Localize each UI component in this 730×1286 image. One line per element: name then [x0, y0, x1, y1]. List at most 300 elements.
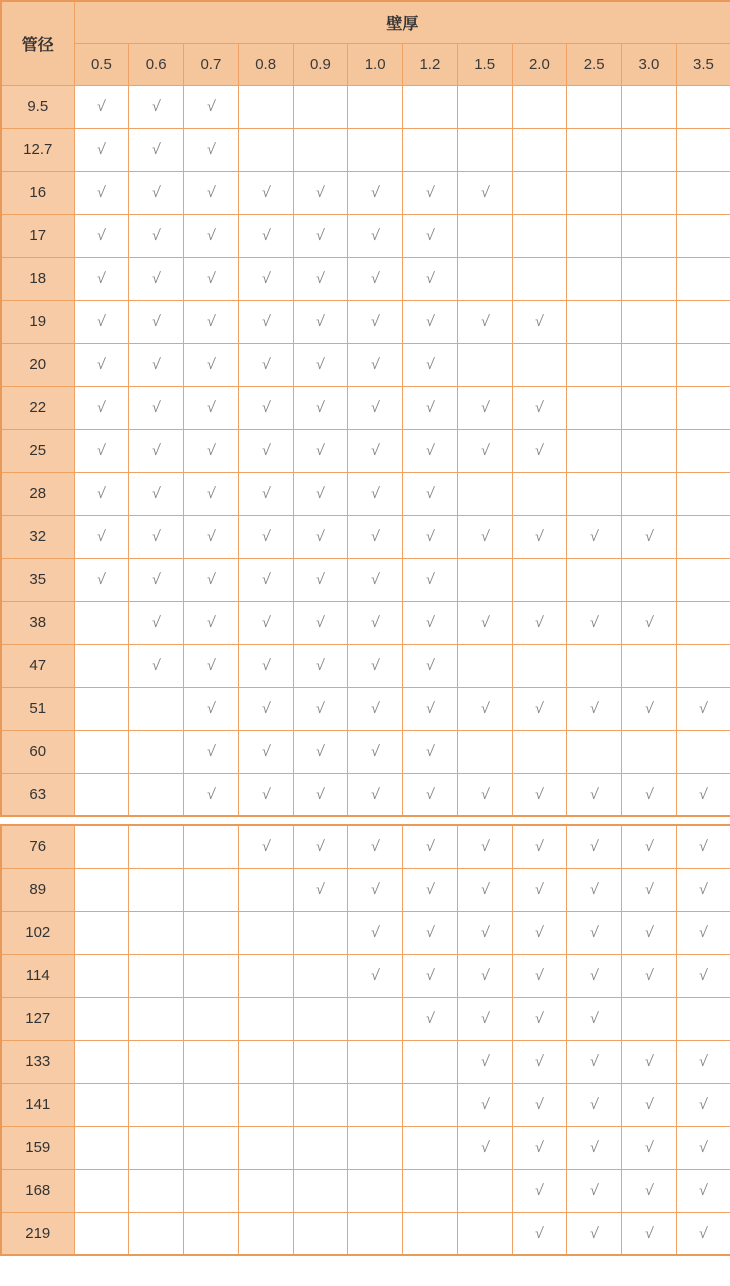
availability-cell: [74, 257, 129, 300]
check-mark: √: [151, 614, 162, 631]
check-mark: √: [479, 785, 490, 803]
check-mark: √: [315, 838, 326, 856]
check-mark: √: [151, 98, 162, 115]
diameter-cell: 22: [1, 386, 74, 429]
availability-cell: [238, 214, 293, 257]
diameter-cell: 141: [1, 1083, 74, 1126]
availability-cell: [403, 1083, 458, 1126]
diameter-cell: 159: [1, 1126, 74, 1169]
availability-cell: [403, 601, 458, 644]
availability-cell: [238, 954, 293, 997]
availability-cell: [676, 429, 730, 472]
availability-cell: [403, 257, 458, 300]
availability-cell: [403, 214, 458, 257]
availability-cell: [74, 558, 129, 601]
check-mark: √: [205, 571, 216, 588]
availability-cell: [457, 954, 512, 997]
availability-cell: [403, 1126, 458, 1169]
table-section-gap: [0, 817, 730, 824]
check-mark: √: [205, 785, 216, 803]
table-row: [1, 825, 730, 868]
availability-cell: [403, 171, 458, 214]
availability-cell: [184, 558, 239, 601]
availability-cell: [184, 171, 239, 214]
check-mark: √: [96, 98, 107, 115]
availability-cell: [293, 472, 348, 515]
availability-cell: [238, 825, 293, 868]
check-mark: √: [370, 528, 381, 545]
check-mark: √: [534, 881, 545, 898]
check-mark: √: [534, 1139, 545, 1156]
availability-cell: [622, 773, 677, 816]
availability-cell: [129, 1126, 184, 1169]
check-mark: √: [479, 881, 490, 898]
check-mark: √: [643, 785, 654, 803]
thickness-column-header: 0.7: [184, 43, 239, 85]
availability-cell: [293, 601, 348, 644]
check-mark: √: [96, 356, 107, 373]
availability-cell: [676, 171, 730, 214]
availability-cell: [622, 954, 677, 997]
availability-cell: [676, 644, 730, 687]
check-mark: √: [96, 270, 107, 287]
availability-cell: [567, 687, 622, 730]
thickness-column-header: 0.6: [129, 43, 184, 85]
check-mark: √: [534, 785, 545, 803]
availability-cell: [238, 1169, 293, 1212]
thickness-column-header: 2.0: [512, 43, 567, 85]
check-mark: √: [315, 528, 326, 545]
availability-cell: [238, 257, 293, 300]
availability-cell: [129, 687, 184, 730]
thickness-values-header-row: [1, 43, 730, 85]
table-row: [1, 1040, 730, 1083]
thickness-column-header: 3.0: [622, 43, 677, 85]
availability-cell: [676, 1169, 730, 1212]
check-mark: √: [424, 614, 435, 631]
availability-cell: [512, 171, 567, 214]
thickness-column-header: 1.5: [457, 43, 512, 85]
check-mark: √: [589, 1182, 600, 1199]
availability-cell: [622, 300, 677, 343]
table-row: [1, 1212, 730, 1255]
check-mark: √: [370, 700, 381, 717]
table-row: [1, 257, 730, 300]
availability-cell: [676, 558, 730, 601]
table-row: [1, 687, 730, 730]
availability-cell: [74, 300, 129, 343]
check-mark: √: [205, 227, 216, 244]
availability-cell: [348, 911, 403, 954]
availability-cell: [457, 429, 512, 472]
availability-cell: [184, 1083, 239, 1126]
availability-cell: [293, 214, 348, 257]
availability-cell: [129, 773, 184, 816]
check-mark: √: [260, 838, 271, 856]
availability-cell: [567, 1126, 622, 1169]
availability-cell: [238, 472, 293, 515]
availability-cell: [184, 257, 239, 300]
diameter-cell: 127: [1, 997, 74, 1040]
availability-cell: [184, 997, 239, 1040]
availability-cell: [567, 171, 622, 214]
availability-cell: [184, 472, 239, 515]
check-mark: √: [96, 141, 107, 158]
availability-cell: [129, 558, 184, 601]
availability-cell: [676, 730, 730, 773]
check-mark: √: [260, 528, 271, 545]
check-mark: √: [534, 1010, 545, 1027]
check-mark: √: [589, 967, 600, 984]
availability-cell: [348, 386, 403, 429]
check-mark: √: [698, 838, 709, 856]
availability-cell: [238, 644, 293, 687]
availability-cell: [512, 601, 567, 644]
availability-cell: [293, 515, 348, 558]
availability-cell: [403, 1212, 458, 1255]
check-mark: √: [589, 838, 600, 856]
availability-cell: [567, 1169, 622, 1212]
check-mark: √: [151, 657, 162, 674]
table-row: [1, 911, 730, 954]
availability-cell: [403, 300, 458, 343]
availability-cell: [238, 1083, 293, 1126]
availability-cell: [293, 1040, 348, 1083]
check-mark: √: [151, 528, 162, 545]
check-mark: √: [315, 571, 326, 588]
availability-cell: [74, 687, 129, 730]
check-mark: √: [315, 881, 326, 898]
diameter-cell: 19: [1, 300, 74, 343]
availability-cell: [622, 687, 677, 730]
availability-cell: [74, 1212, 129, 1255]
check-mark: √: [370, 785, 381, 803]
availability-cell: [622, 601, 677, 644]
availability-cell: [348, 300, 403, 343]
check-mark: √: [424, 700, 435, 717]
check-mark: √: [643, 1139, 654, 1156]
availability-cell: [238, 601, 293, 644]
check-mark: √: [260, 313, 271, 330]
availability-cell: [567, 825, 622, 868]
check-mark: √: [479, 838, 490, 856]
check-mark: √: [315, 743, 326, 760]
thickness-column-header: 2.5: [567, 43, 622, 85]
availability-cell: [512, 386, 567, 429]
availability-cell: [129, 825, 184, 868]
availability-cell: [184, 954, 239, 997]
check-mark: √: [96, 313, 107, 330]
check-mark: √: [151, 485, 162, 502]
check-mark: √: [205, 657, 216, 674]
availability-cell: [622, 1083, 677, 1126]
check-mark: √: [424, 184, 435, 201]
availability-cell: [457, 515, 512, 558]
availability-cell: [184, 429, 239, 472]
availability-cell: [457, 1126, 512, 1169]
availability-cell: [74, 911, 129, 954]
availability-cell: [457, 128, 512, 171]
check-mark: √: [151, 141, 162, 158]
availability-cell: [567, 644, 622, 687]
availability-cell: [676, 214, 730, 257]
availability-cell: [348, 644, 403, 687]
availability-cell: [512, 911, 567, 954]
availability-cell: [622, 343, 677, 386]
availability-cell: [512, 868, 567, 911]
check-mark: √: [151, 313, 162, 330]
check-mark: √: [479, 924, 490, 941]
check-mark: √: [205, 442, 216, 459]
availability-cell: [512, 1083, 567, 1126]
availability-cell: [293, 730, 348, 773]
availability-cell: [457, 300, 512, 343]
availability-cell: [676, 1040, 730, 1083]
table-row: [1, 515, 730, 558]
check-mark: √: [205, 528, 216, 545]
availability-cell: [184, 515, 239, 558]
availability-cell: [676, 1212, 730, 1255]
availability-cell: [129, 868, 184, 911]
availability-cell: [74, 954, 129, 997]
availability-cell: [622, 257, 677, 300]
availability-cell: [184, 687, 239, 730]
check-mark: √: [698, 924, 709, 941]
availability-cell: [238, 687, 293, 730]
availability-cell: [293, 343, 348, 386]
availability-cell: [403, 85, 458, 128]
diameter-cell: 168: [1, 1169, 74, 1212]
availability-cell: [184, 730, 239, 773]
availability-cell: [512, 343, 567, 386]
availability-cell: [676, 472, 730, 515]
availability-cell: [512, 1169, 567, 1212]
availability-cell: [457, 343, 512, 386]
check-mark: √: [534, 924, 545, 941]
availability-cell: [403, 997, 458, 1040]
availability-cell: [567, 85, 622, 128]
availability-cell: [129, 644, 184, 687]
check-mark: √: [260, 227, 271, 244]
availability-cell: [403, 515, 458, 558]
availability-cell: [129, 472, 184, 515]
availability-cell: [567, 214, 622, 257]
availability-cell: [512, 472, 567, 515]
check-mark: √: [479, 442, 490, 459]
check-mark: √: [370, 571, 381, 588]
availability-cell: [129, 1083, 184, 1126]
availability-cell: [457, 773, 512, 816]
check-mark: √: [424, 924, 435, 941]
check-mark: √: [589, 528, 600, 545]
check-mark: √: [424, 399, 435, 416]
availability-cell: [129, 954, 184, 997]
availability-cell: [129, 171, 184, 214]
availability-cell: [403, 644, 458, 687]
availability-cell: [348, 687, 403, 730]
availability-cell: [348, 128, 403, 171]
thickness-column-header: 3.5: [676, 43, 730, 85]
availability-cell: [129, 257, 184, 300]
check-mark: √: [151, 270, 162, 287]
check-mark: √: [315, 313, 326, 330]
availability-cell: [74, 343, 129, 386]
availability-cell: [403, 868, 458, 911]
availability-cell: [512, 257, 567, 300]
availability-cell: [74, 1169, 129, 1212]
availability-cell: [348, 1083, 403, 1126]
thickness-column-header: 0.9: [293, 43, 348, 85]
check-mark: √: [479, 313, 490, 330]
check-mark: √: [643, 1224, 654, 1242]
availability-cell: [129, 911, 184, 954]
table-row: [1, 343, 730, 386]
table-row: [1, 128, 730, 171]
availability-cell: [293, 1126, 348, 1169]
availability-cell: [457, 1212, 512, 1255]
table-row: [1, 730, 730, 773]
availability-cell: [457, 601, 512, 644]
check-mark: √: [643, 967, 654, 984]
diameter-cell: 89: [1, 868, 74, 911]
availability-cell: [567, 300, 622, 343]
check-mark: √: [424, 442, 435, 459]
availability-cell: [567, 730, 622, 773]
availability-cell: [403, 128, 458, 171]
availability-cell: [676, 1083, 730, 1126]
availability-cell: [457, 558, 512, 601]
check-mark: √: [205, 141, 216, 158]
availability-cell: [457, 472, 512, 515]
check-mark: √: [370, 270, 381, 287]
availability-cell: [184, 773, 239, 816]
availability-cell: [74, 1083, 129, 1126]
availability-cell: [238, 171, 293, 214]
availability-cell: [74, 171, 129, 214]
check-mark: √: [589, 785, 600, 803]
availability-cell: [184, 1040, 239, 1083]
check-mark: √: [479, 399, 490, 416]
availability-cell: [567, 1083, 622, 1126]
table-row: [1, 954, 730, 997]
availability-cell: [512, 429, 567, 472]
availability-cell: [238, 1212, 293, 1255]
availability-cell: [129, 386, 184, 429]
availability-cell: [129, 1040, 184, 1083]
check-mark: √: [698, 1053, 709, 1070]
diameter-cell: 35: [1, 558, 74, 601]
availability-cell: [676, 1126, 730, 1169]
availability-cell: [622, 515, 677, 558]
availability-cell: [622, 472, 677, 515]
check-mark: √: [151, 227, 162, 244]
check-mark: √: [96, 399, 107, 416]
check-mark: √: [534, 1182, 545, 1199]
availability-cell: [74, 997, 129, 1040]
availability-cell: [403, 472, 458, 515]
check-mark: √: [698, 881, 709, 898]
availability-cell: [622, 171, 677, 214]
availability-cell: [129, 343, 184, 386]
table-row: [1, 644, 730, 687]
availability-cell: [293, 954, 348, 997]
check-mark: √: [534, 313, 545, 330]
check-mark: √: [370, 924, 381, 941]
availability-cell: [567, 472, 622, 515]
availability-cell: [567, 1040, 622, 1083]
availability-cell: [74, 515, 129, 558]
check-mark: √: [260, 184, 271, 201]
availability-cell: [622, 825, 677, 868]
check-mark: √: [370, 485, 381, 502]
availability-cell: [129, 730, 184, 773]
availability-cell: [512, 300, 567, 343]
check-mark: √: [589, 614, 600, 631]
availability-cell: [293, 868, 348, 911]
availability-cell: [238, 85, 293, 128]
availability-cell: [676, 386, 730, 429]
availability-cell: [74, 773, 129, 816]
diameter-cell: 76: [1, 825, 74, 868]
check-mark: √: [260, 356, 271, 373]
availability-cell: [676, 954, 730, 997]
diameter-cell: 28: [1, 472, 74, 515]
check-mark: √: [370, 657, 381, 674]
thickness-column-header: 0.8: [238, 43, 293, 85]
check-mark: √: [370, 227, 381, 244]
check-mark: √: [315, 399, 326, 416]
check-mark: √: [643, 1096, 654, 1113]
check-mark: √: [260, 743, 271, 760]
availability-cell: [238, 730, 293, 773]
availability-cell: [184, 300, 239, 343]
check-mark: √: [479, 184, 490, 201]
availability-cell: [622, 1126, 677, 1169]
availability-cell: [238, 300, 293, 343]
availability-cell: [567, 868, 622, 911]
check-mark: √: [151, 399, 162, 416]
availability-cell: [348, 1212, 403, 1255]
availability-cell: [348, 1126, 403, 1169]
check-mark: √: [96, 528, 107, 545]
check-mark: √: [534, 838, 545, 856]
check-mark: √: [643, 528, 654, 545]
pipe-table-lower-section: [0, 824, 730, 1256]
check-mark: √: [424, 485, 435, 502]
availability-cell: [676, 85, 730, 128]
availability-cell: [348, 515, 403, 558]
availability-cell: [403, 429, 458, 472]
availability-cell: [293, 558, 348, 601]
availability-cell: [512, 128, 567, 171]
check-mark: √: [424, 356, 435, 373]
table-row: [1, 300, 730, 343]
diameter-cell: 38: [1, 601, 74, 644]
availability-cell: [348, 85, 403, 128]
check-mark: √: [534, 1096, 545, 1113]
check-mark: √: [370, 967, 381, 984]
diameter-cell: 12.7: [1, 128, 74, 171]
availability-cell: [622, 214, 677, 257]
availability-cell: [238, 911, 293, 954]
availability-cell: [622, 386, 677, 429]
availability-cell: [676, 343, 730, 386]
check-mark: √: [96, 184, 107, 201]
check-mark: √: [534, 528, 545, 545]
availability-cell: [74, 601, 129, 644]
table-row: [1, 171, 730, 214]
diameter-cell: 18: [1, 257, 74, 300]
